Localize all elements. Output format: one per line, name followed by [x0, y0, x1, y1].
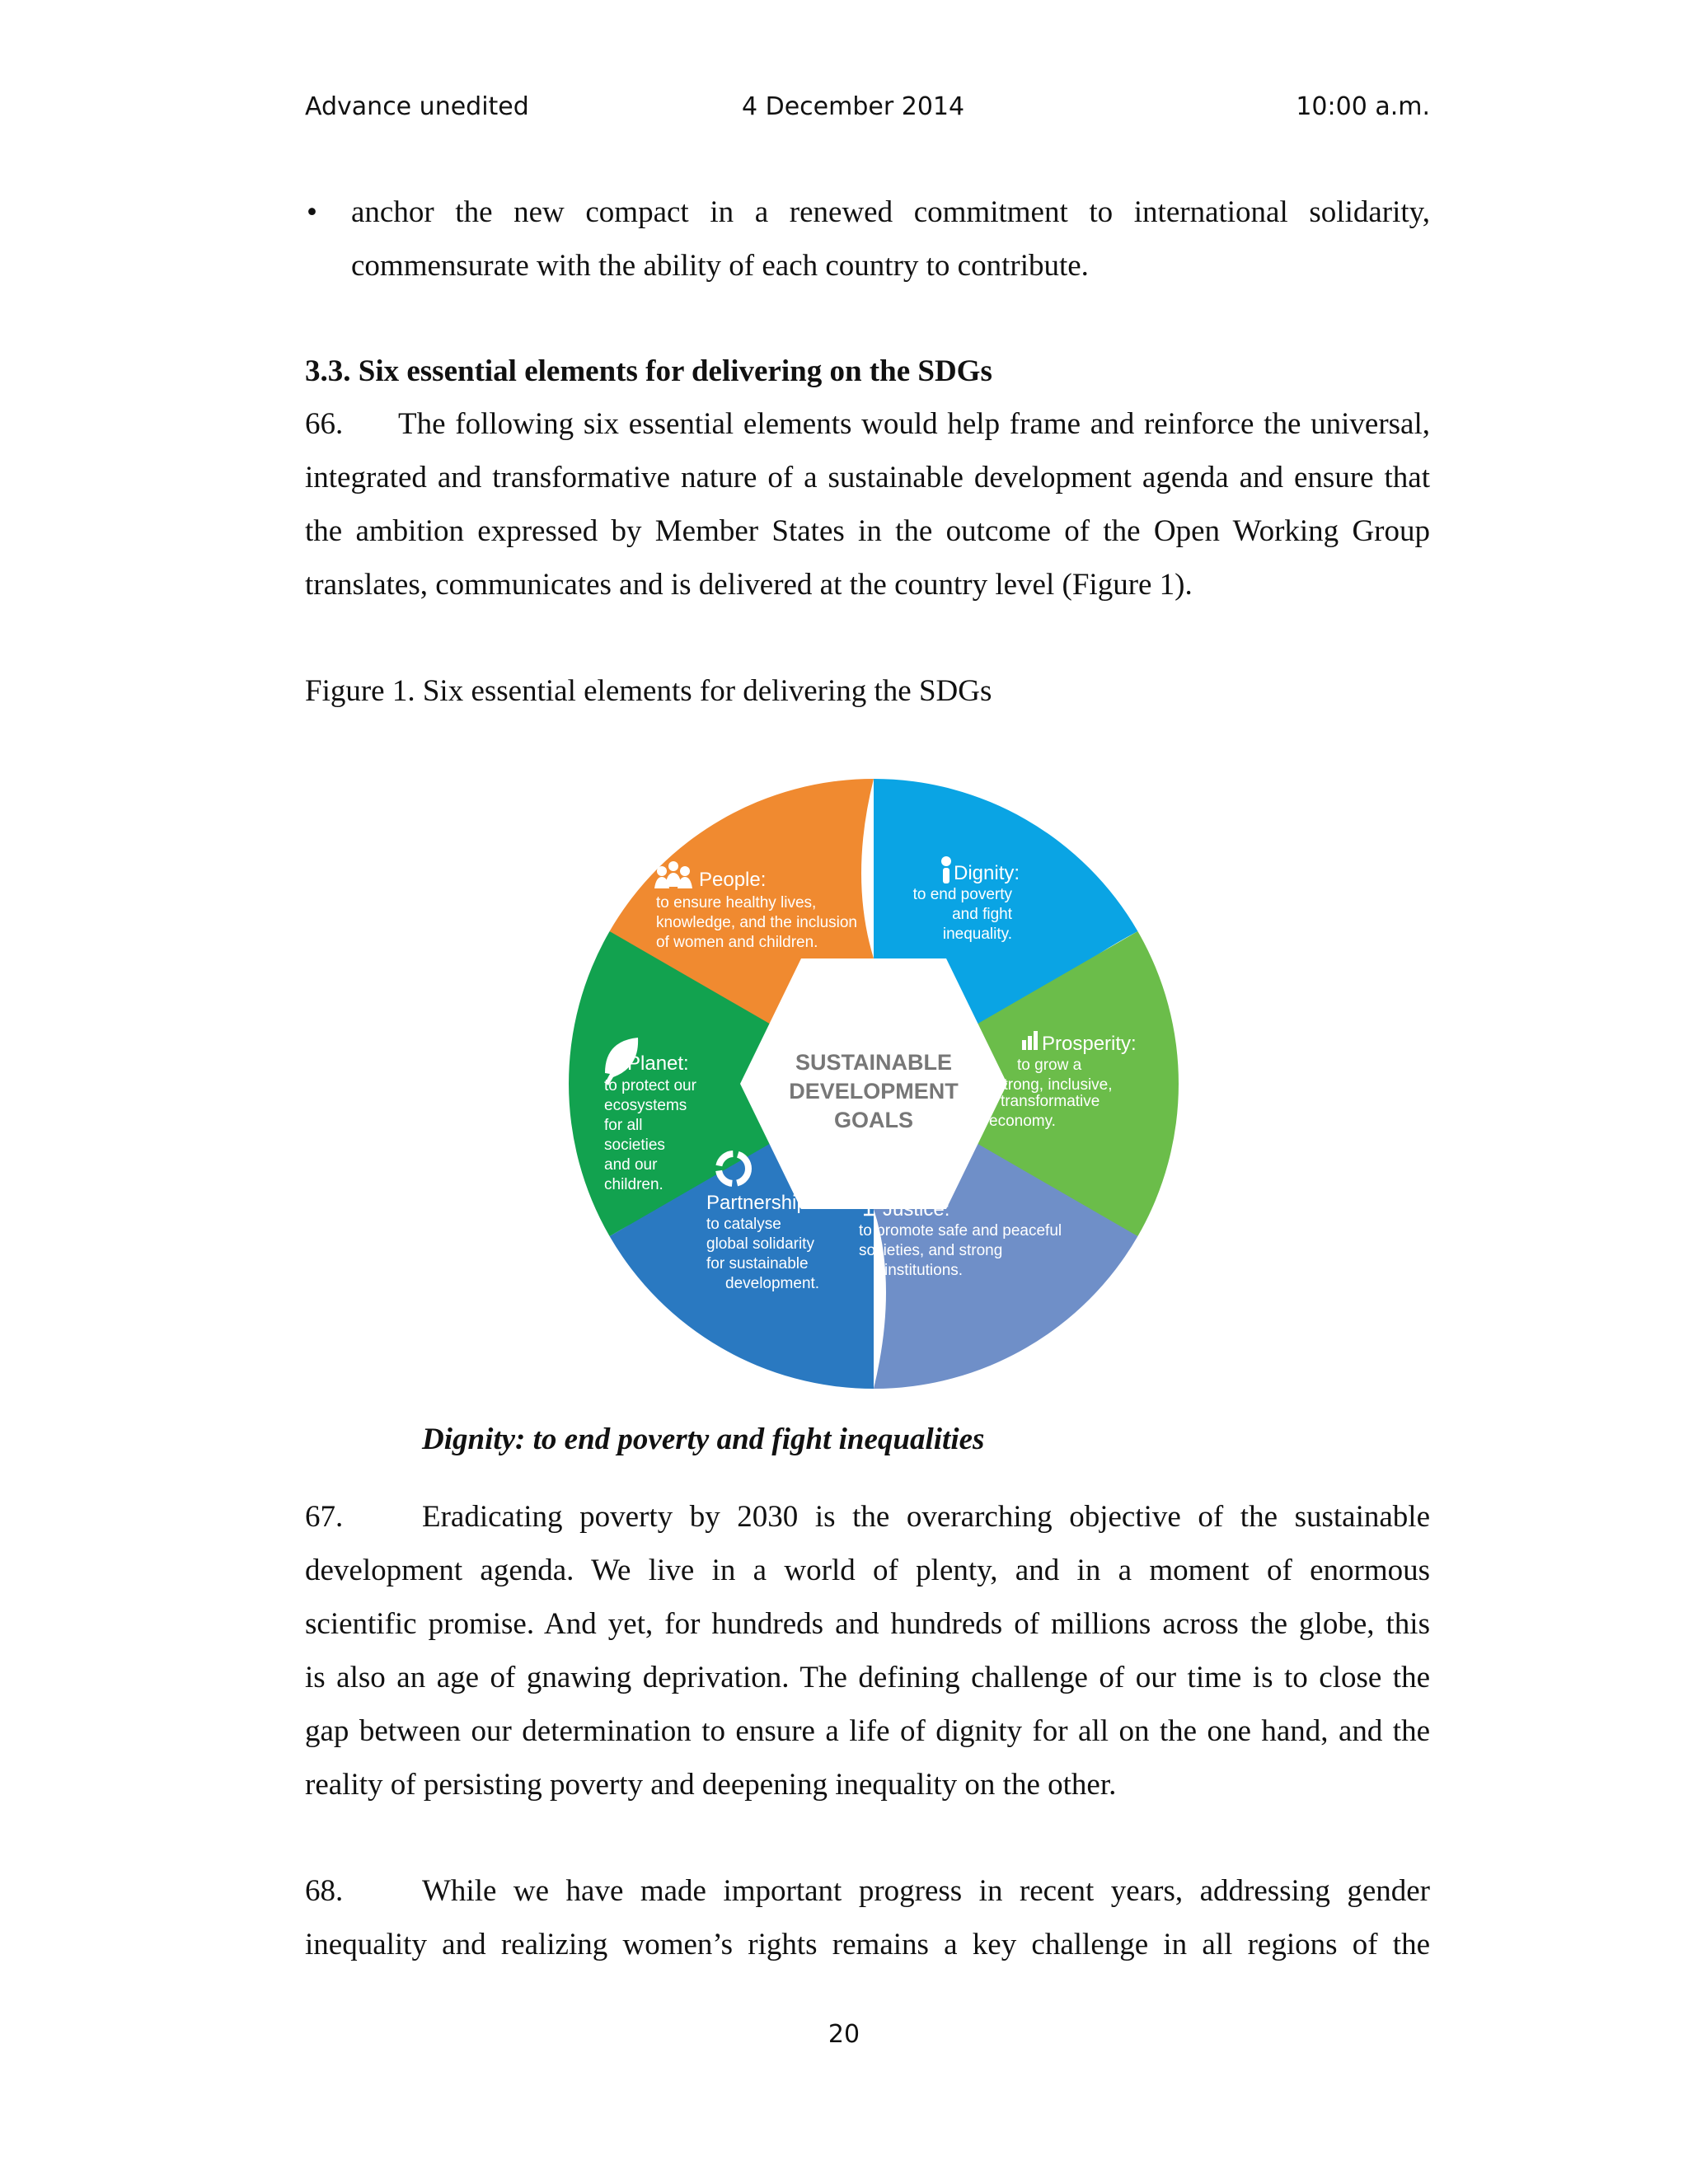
bullet-line-1: anchor the new compact in a renewed commitment to international solidarity,: [351, 195, 1430, 229]
header-date: 4 December 2014: [742, 92, 965, 121]
para-68-line-2: inequality and realizing women’s rights remains a key challenge in all regions of the: [305, 1928, 1430, 1961]
people-desc-line-3: of women and children.: [656, 934, 818, 951]
header-status: Advance unedited: [305, 92, 529, 121]
subsection-heading: Dignity: to end poverty and fight inequalities: [422, 1422, 985, 1456]
justice-title: Justice:: [883, 1198, 950, 1221]
justice-desc-line-3: institutions.: [884, 1262, 964, 1279]
figure-caption: Figure 1. Six essential elements for delivering the SDGs: [305, 674, 992, 708]
para-66-line-3: the ambition expressed by Member States in the outcome of the Open Working Group: [305, 514, 1430, 548]
planet-desc-line-6: children.: [604, 1176, 663, 1193]
center-label-line-1: SUSTAINABLE: [795, 1050, 953, 1075]
para-67-line-1: [305, 1490, 1430, 1544]
prosperity-desc-line-3: & transformative: [986, 1093, 1100, 1110]
prosperity-desc-line-2: strong, inclusive,: [996, 1076, 1113, 1094]
center-label-line-3: GOALS: [833, 1108, 914, 1132]
para-67-line-1-text: Eradicating poverty by 2030 is the overarching objective of the sustainable: [422, 1500, 1430, 1534]
page-number: 20: [828, 2020, 860, 2049]
planet-desc-line-1: to protect our: [604, 1077, 696, 1094]
partnership-title: Partnership:: [706, 1192, 814, 1214]
para-66-line-2: integrated and transformative nature of a sustainable development agenda and ensure that: [305, 461, 1430, 494]
partnership-desc-line-1: to catalyse: [706, 1216, 781, 1233]
partnership-desc-line-4: development.: [725, 1275, 820, 1292]
people-title: People:: [699, 869, 767, 891]
dignity-desc-line-3: inequality.: [942, 926, 1012, 943]
para-67-line-6: reality of persisting poverty and deepening inequality on the other.: [305, 1768, 1117, 1802]
dignity-desc-line-2: and fight: [952, 906, 1012, 923]
people-desc-line-1: to ensure healthy lives,: [656, 894, 817, 912]
justice-desc-line-2: societies, and strong: [859, 1242, 1003, 1259]
sdg-elements-wheel: [569, 779, 1179, 1389]
para-67-line-5: gap between our determination to ensure a life of dignity for all on the one hand, and the: [305, 1714, 1430, 1748]
bullet-item: [305, 185, 1430, 293]
para-68-line-1-text: While we have made important progress in recent years, addressing gender: [422, 1874, 1430, 1908]
bullet-line-2: commensurate with the ability of each country to contribute.: [351, 249, 1089, 283]
center-label-line-2: DEVELOPMENT: [789, 1079, 959, 1104]
planet-desc-line-3: for all: [604, 1117, 643, 1134]
paragraph-66: [305, 397, 1430, 612]
page-header: [305, 92, 1430, 130]
para-67-line-4: is also an age of gnawing deprivation. The defining challenge of our time is to close the: [305, 1661, 1430, 1694]
prosperity-desc-line-4: economy.: [989, 1113, 1056, 1130]
paragraph-67: [305, 1490, 1430, 1811]
partnership-desc-line-3: for sustainable: [706, 1255, 809, 1272]
para-67-line-2: development agenda. We live in a world of plenty, and in a moment of enormous: [305, 1554, 1430, 1587]
header-time: 10:00 a.m.: [1296, 92, 1430, 121]
para-66-number: 66.: [305, 407, 344, 441]
dignity-title: Dignity:: [954, 862, 1020, 884]
prosperity-desc-line-1: to grow a: [1017, 1057, 1082, 1074]
para-66-line-1: [305, 397, 1430, 451]
para-67-number: 67.: [305, 1500, 344, 1534]
para-67-line-3: scientific promise. And yet, for hundreds and hundreds of millions across the globe, this: [305, 1607, 1430, 1641]
planet-title: Planet:: [627, 1052, 689, 1075]
partnership-desc-line-2: global solidarity: [706, 1235, 814, 1253]
para-68-line-1: [305, 1864, 1430, 1918]
para-68-number: 68.: [305, 1874, 344, 1908]
dignity-desc-line-1: to end poverty: [912, 886, 1012, 903]
paragraph-68: [305, 1864, 1430, 1971]
bullet-symbol: •: [307, 195, 317, 229]
para-66-line-1-text: The following six essential elements would help frame and reinforce the universal,: [398, 407, 1430, 441]
para-66-line-4: translates, communicates and is delivered at the country level (Figure 1).: [305, 568, 1193, 602]
planet-desc-line-4: societies: [604, 1137, 665, 1154]
section-heading: 3.3. Six essential elements for delivering on the SDGs: [305, 354, 992, 388]
planet-desc-line-5: and our: [604, 1156, 658, 1174]
people-desc-line-2: knowledge, and the inclusion: [656, 914, 858, 931]
prosperity-title: Prosperity:: [1042, 1033, 1137, 1055]
justice-desc-line-1: to promote safe and peaceful: [859, 1222, 1062, 1240]
planet-desc-line-2: ecosystems: [604, 1097, 687, 1114]
